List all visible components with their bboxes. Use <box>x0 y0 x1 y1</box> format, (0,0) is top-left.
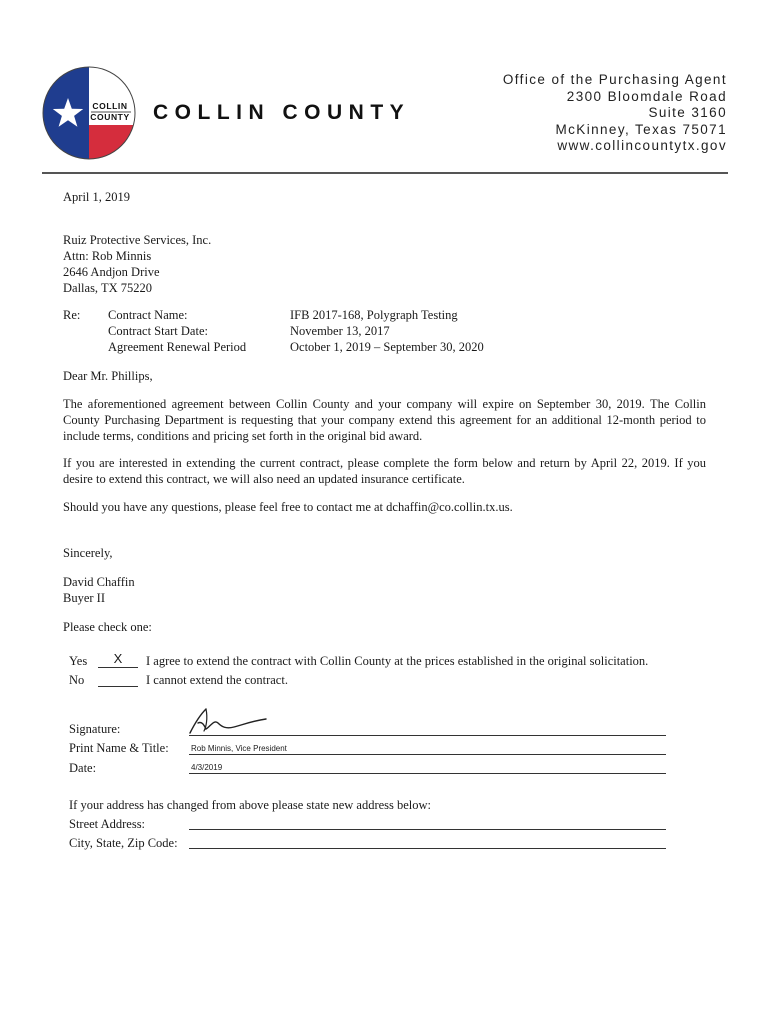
recipient-line: Ruiz Protective Services, Inc. <box>63 233 212 247</box>
no-option-label: No <box>69 673 85 687</box>
signature-label: Signature: <box>69 722 121 736</box>
header-divider <box>42 172 728 174</box>
print-name-line[interactable] <box>189 754 666 755</box>
signer-name: David Chaffin <box>63 575 135 589</box>
handwritten-signature <box>186 705 268 737</box>
re-field-value: November 13, 2017 <box>290 324 390 338</box>
address-change-prompt: If your address has changed from above please state new address below: <box>69 798 432 812</box>
office-line: Office of the Purchasing Agent <box>502 72 727 87</box>
street-address-line[interactable] <box>189 829 666 830</box>
re-field-labels <box>108 307 246 355</box>
re-field-value: IFB 2017-168, Polygraph Testing <box>290 308 458 322</box>
re-label: Re: <box>63 308 81 322</box>
re-field-values <box>290 307 484 355</box>
collin-county-logo <box>41 63 137 163</box>
logo-red-field <box>89 125 137 163</box>
recipient-line: Dallas, TX 75220 <box>63 281 152 295</box>
re-field-value: October 1, 2019 – September 30, 2020 <box>290 340 484 354</box>
office-website[interactable]: www.collincountytx.gov <box>557 138 727 153</box>
body-paragraph: The aforementioned agreement between Collin County and your company will expire on September 30, 2019. The Collin County Purchasing Department is requesting that your company extend this agreement for an additional 12-month period to include terms, conditions and pricing set forth in the original bid award. <box>63 397 706 443</box>
office-address-block <box>503 72 727 155</box>
no-option-text: I cannot extend the contract. <box>146 673 288 687</box>
re-field-label: Agreement Renewal Period <box>108 340 247 354</box>
signature-line[interactable] <box>189 735 666 736</box>
yes-check-blank[interactable]: X <box>98 651 138 668</box>
recipient-address <box>63 232 211 296</box>
signer-block <box>63 574 135 606</box>
no-check-blank[interactable] <box>98 670 138 687</box>
re-field-label: Contract Start Date: <box>108 324 208 338</box>
print-name-label: Print Name & Title: <box>69 741 169 755</box>
city-state-zip-line[interactable] <box>189 848 666 849</box>
logo-text-county: COUNTY <box>90 112 130 122</box>
city-state-zip-label: City, State, Zip Code: <box>69 836 178 850</box>
check-prompt: Please check one: <box>63 620 152 634</box>
body-paragraph: If you are interested in extending the current contract, please complete the form below and return by April 22, 2019. If you desire to extend this contract, we will also need an updated insurance certificate. <box>63 456 706 486</box>
re-field-label: Contract Name: <box>108 308 188 322</box>
date-label: Date: <box>69 761 97 775</box>
print-name-value: Rob Minnis, Vice President <box>191 744 287 753</box>
recipient-line: 2646 Andjon Drive <box>63 265 160 279</box>
signer-title: Buyer II <box>63 591 105 605</box>
date-value: 4/3/2019 <box>191 763 223 772</box>
county-title: COLLIN COUNTY <box>153 101 411 124</box>
recipient-line: Attn: Rob Minnis <box>63 249 152 263</box>
street-address-label: Street Address: <box>69 817 146 831</box>
yes-option-label: Yes <box>69 654 88 668</box>
closing: Sincerely, <box>63 546 113 560</box>
yes-option-text: I agree to extend the contract with Collin County at the prices established in the original solicitation. <box>146 654 649 668</box>
salutation: Dear Mr. Phillips, <box>63 369 153 383</box>
logo-text-collin: COLLIN <box>92 101 128 111</box>
date-line[interactable] <box>189 773 666 774</box>
office-line: Suite 3160 <box>648 105 727 120</box>
office-line: McKinney, Texas 75071 <box>555 121 727 137</box>
body-paragraph: Should you have any questions, please feel free to contact me at dchaffin@co.collin.tx.us. <box>63 500 513 514</box>
letter-date: April 1, 2019 <box>63 190 131 204</box>
office-line: 2300 Bloomdale Road <box>566 88 727 104</box>
